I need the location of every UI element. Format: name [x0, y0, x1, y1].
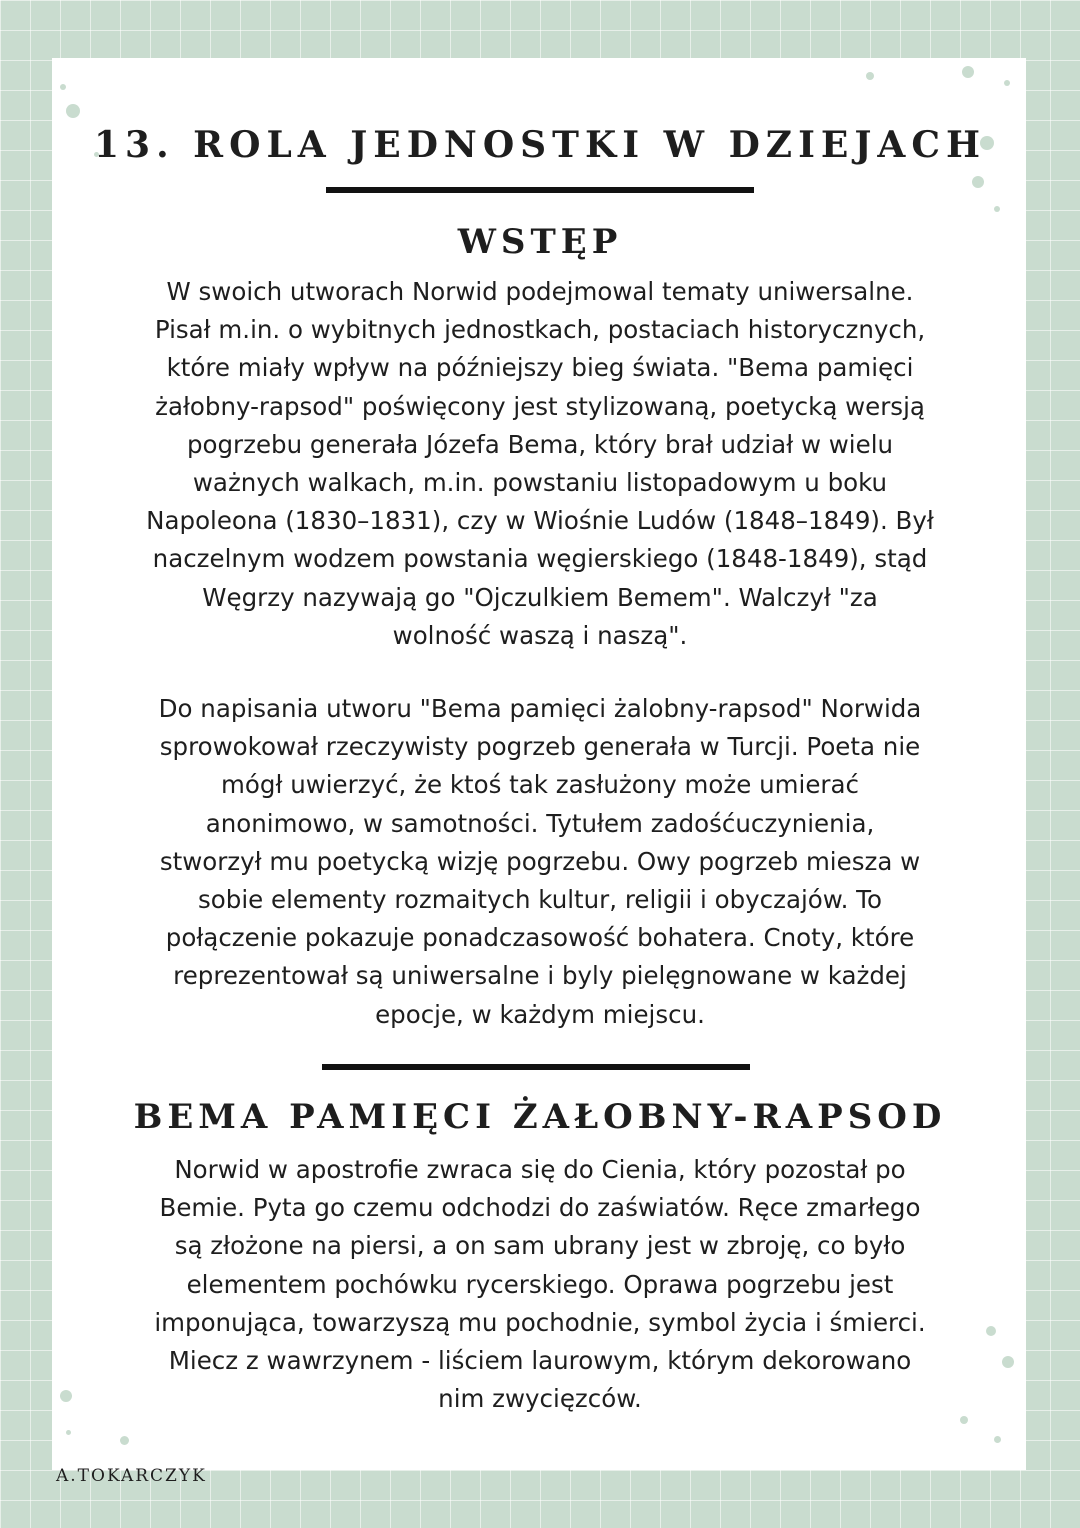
text-line: imponująca, towarzyszą mu pochodnie, symbol życia i śmierci. — [154, 1307, 926, 1337]
author-signature: A.TOKARCZYK — [56, 1466, 207, 1486]
splatter-dot — [994, 1436, 1001, 1443]
text-line: połączenie pokazuje ponadczasowość bohatera. Cnoty, które — [165, 923, 915, 953]
text-line: Do napisania utworu "Bema pamięci żalobny-rapsod" Norwida — [158, 694, 922, 723]
text-line: ważnych walkach, m.in. powstaniu listopadowym u boku — [192, 468, 888, 498]
text-line: wolność waszą i naszą". — [392, 620, 688, 650]
splatter-dot — [60, 84, 66, 90]
splatter-dot — [1002, 1356, 1014, 1368]
text-line: są złożone na piersi, a on sam ubrany jest w zbroję, co było — [174, 1231, 906, 1261]
text-line: Napoleona (1830–1831), czy w Wiośnie Ludów (1848–1849). Był — [146, 506, 934, 536]
splatter-dot — [66, 1430, 71, 1435]
divider-middle — [322, 1064, 750, 1070]
text-line: Miecz z wawrzynem - liściem laurowym, którym dekorowano — [168, 1346, 912, 1376]
splatter-dot — [866, 72, 874, 80]
divider-top — [326, 187, 754, 193]
page-title: 13. ROLA JEDNOSTKI W DZIEJACH — [94, 124, 986, 166]
text-line: które miały wpływ na późniejszy bieg świata. "Bema pamięci — [166, 353, 914, 383]
intro-heading: WSTĘP — [457, 222, 623, 262]
text-line: sprowokował rzeczywisty pogrzeb generała w Turcji. Poeta nie — [159, 732, 921, 762]
splatter-dot — [972, 176, 984, 188]
splatter-dot — [120, 1436, 129, 1445]
text-line: żałobny-rapsod" poświęcony jest stylizowaną, poetycką wersją — [155, 391, 925, 421]
splatter-dot — [66, 104, 80, 118]
text-line: stworzył mu poetycką wizję pogrzebu. Owy pogrzeb miesza w — [159, 846, 921, 876]
text-line: Węgrzy nazywają go "Ojczulkiem Bemem". Walczył "za — [202, 582, 878, 612]
text-line: elementem pochówku rycerskiego. Oprawa pogrzebu jest — [186, 1269, 894, 1299]
text-line: W swoich utworach Norwid podejmowal tematy uniwersalne. — [166, 277, 914, 306]
poem-paragraph — [80, 1151, 1000, 1418]
text-line: nim zwycięzców. — [438, 1384, 642, 1414]
intro-paragraph-1 — [80, 273, 1000, 655]
text-line: reprezentował są uniwersalne i byly pielęgnowane w każdej — [173, 961, 907, 991]
text-line: pogrzebu generała Józefa Bema, który brał udział w wielu — [186, 429, 894, 459]
text-line: Pisał m.in. o wybitnych jednostkach, postaciach historycznych, — [154, 315, 926, 345]
text-line: naczelnym wodzem powstania węgierskiego (1848-1849), stąd — [152, 544, 928, 574]
text-line: epocje, w każdym miejscu. — [375, 999, 705, 1029]
text-line: Norwid w apostrofie zwraca się do Cienia, który pozostał po — [174, 1155, 906, 1184]
splatter-dot — [962, 66, 974, 78]
poem-heading: BEMA PAMIĘCI ŻAŁOBNY-RAPSOD — [133, 1097, 947, 1137]
intro-paragraph-2 — [80, 690, 1000, 1034]
splatter-dot — [60, 1390, 72, 1402]
text-line: anonimowo, w samotności. Tytułem zadośćuczynienia, — [205, 808, 875, 838]
text-line: Bemie. Pyta go czemu odchodzi do zaświatów. Ręce zmarłego — [159, 1193, 921, 1223]
splatter-dot — [994, 206, 1000, 212]
splatter-dot — [1004, 80, 1010, 86]
text-line: mógł uwierzyć, że ktoś tak zasłużony może umierać — [221, 770, 859, 800]
text-line: sobie elementy rozmaitych kultur, religii i obyczajów. To — [198, 885, 882, 915]
